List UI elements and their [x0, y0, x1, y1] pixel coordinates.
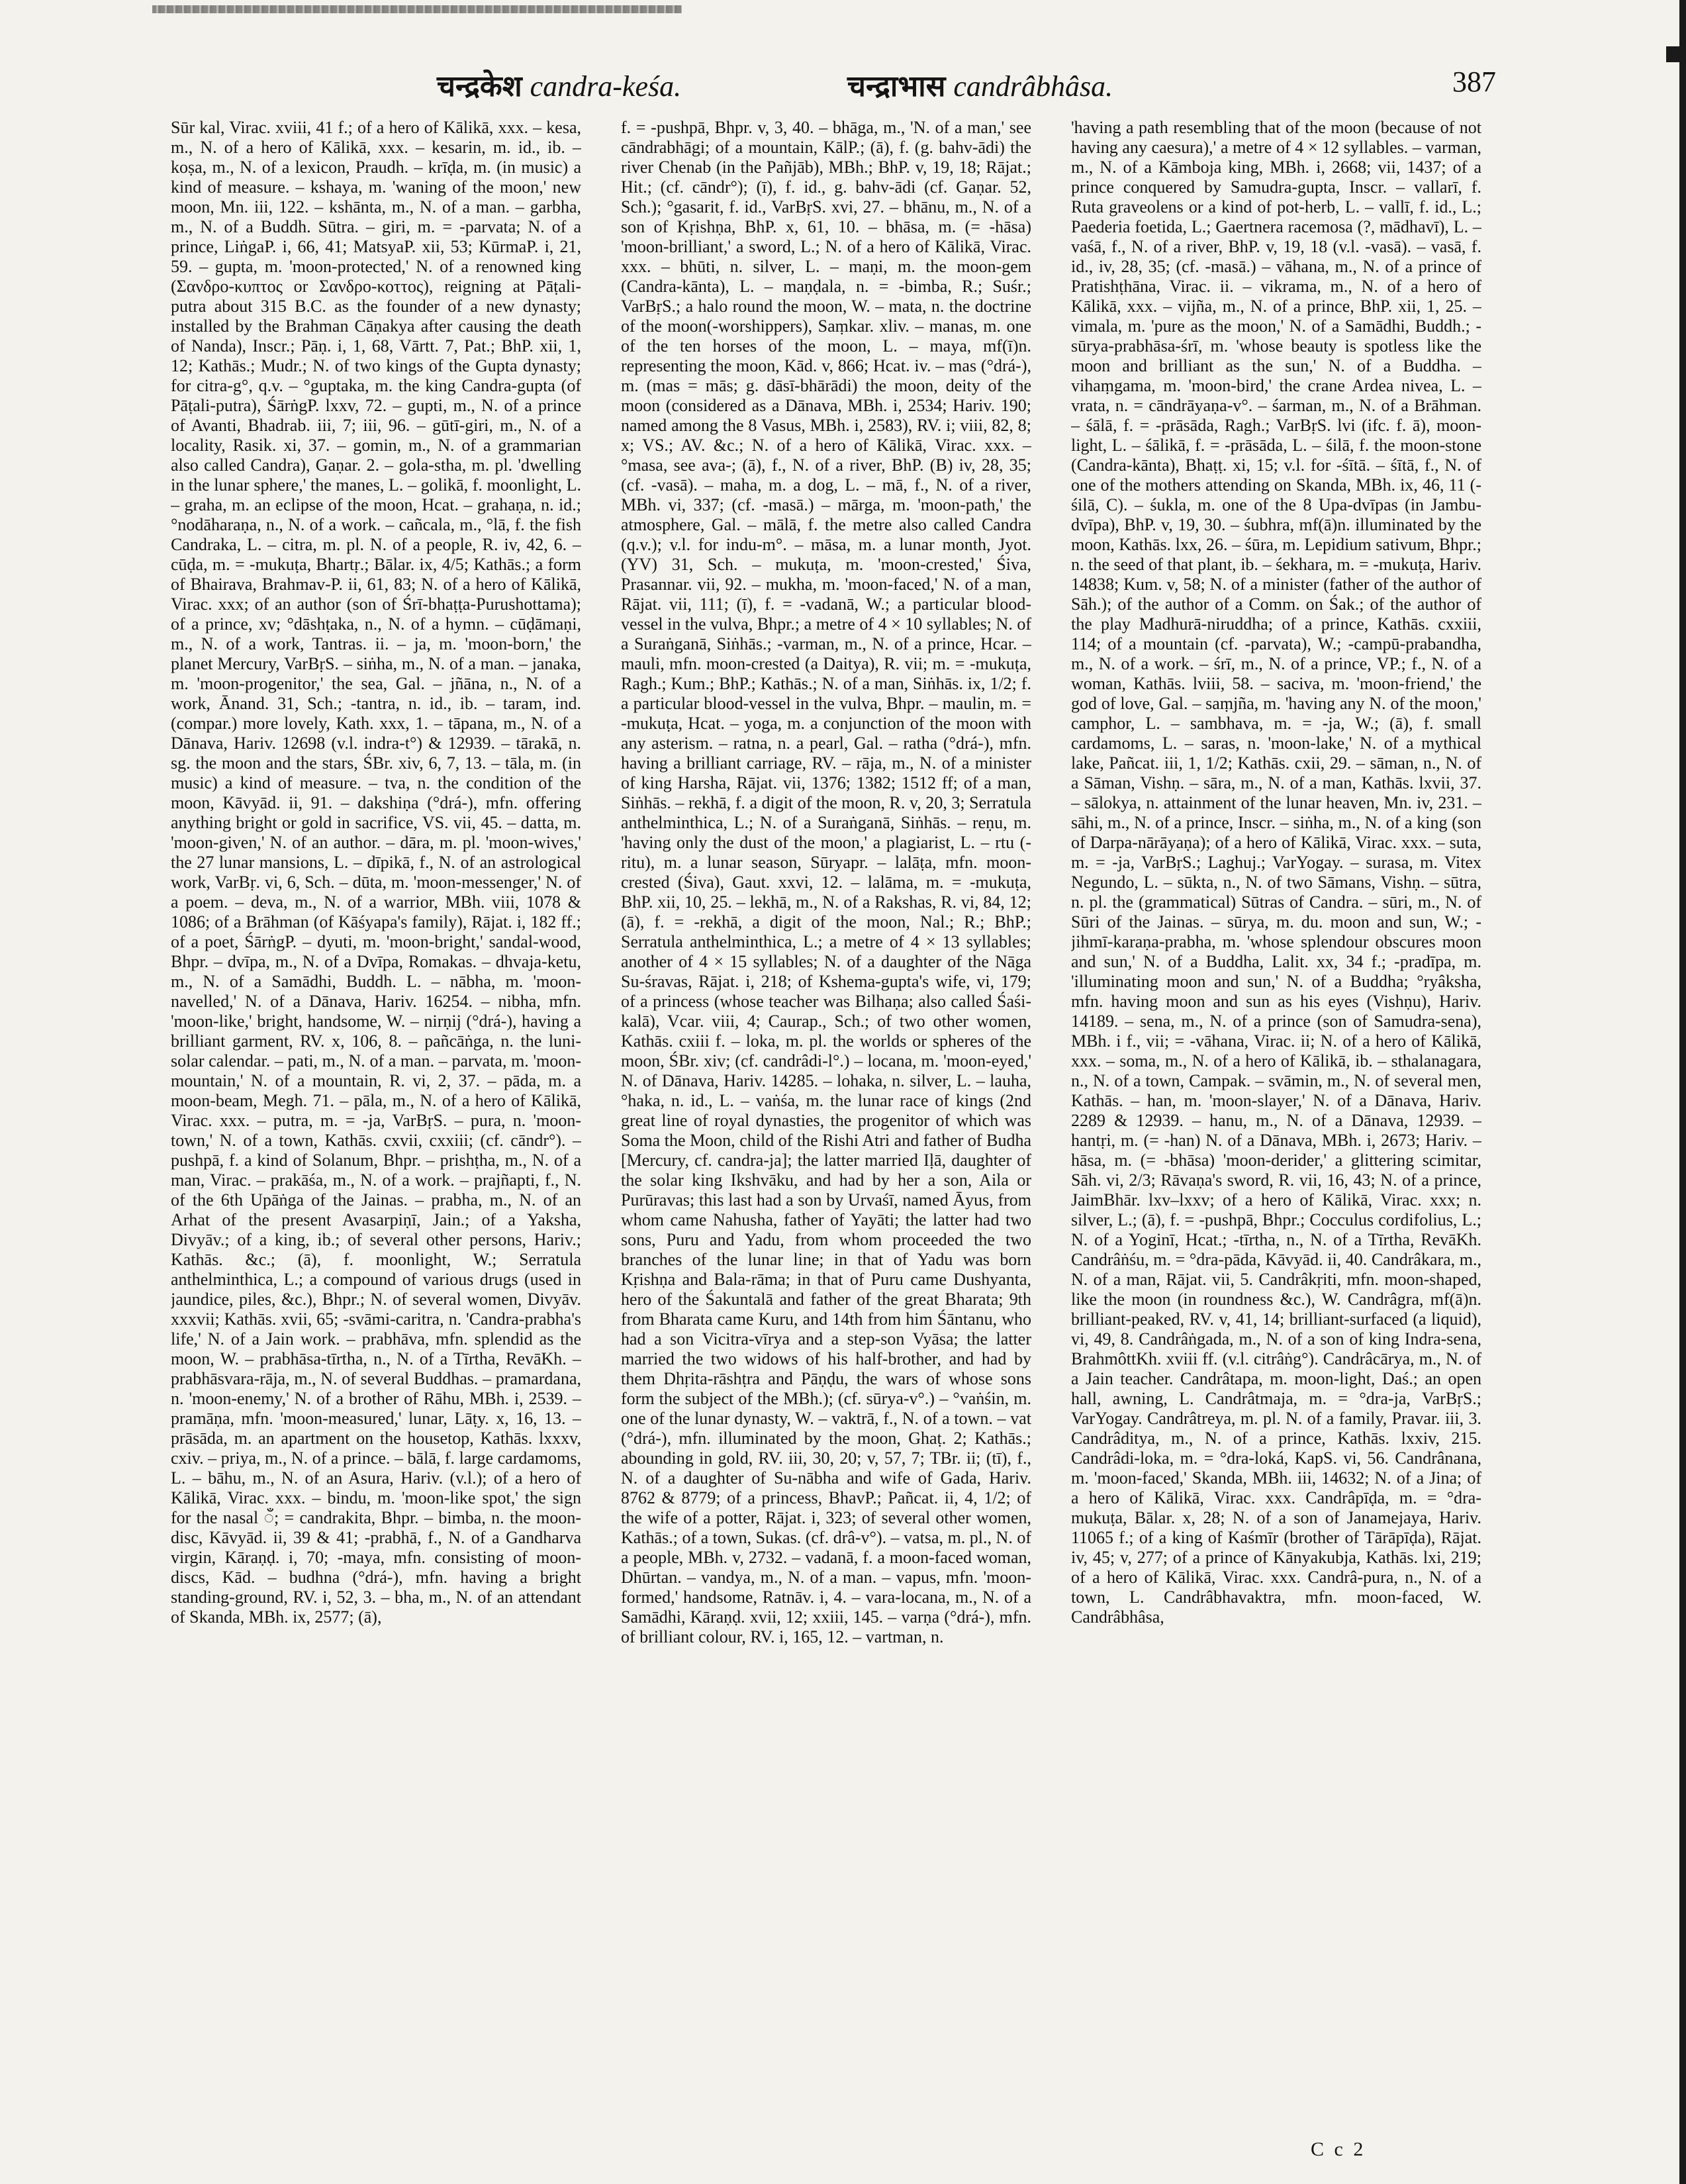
page-number: 387 [1452, 66, 1496, 98]
column-2 [621, 118, 1031, 2111]
column-3-text: 'having a path resembling that of the moon (because of not having any caesura),' a metre of 4 × 12 syllables. – varman, m., N. of a Kāmboja king, MBh. i, 2668; vii, 1437; of a prince conquered by Samudra-gupta, Inscr. – vallarī, f. Ruta graveolens or a kind of pot-herb, L. – vallī, f. id., L.; Paederia foetida, L.; Gaertnera racemosa (?, mādhavī), L. – vaśā, f., N. of a river, BhP. v, 19, 18 (v.l. -vasā). – vasā, f. id., iv, 28, 35; (cf. -masā.) – vāhana, m., N. of a prince of Pratishṭhāna, Virac. ii. – vikrama, m., N. of a hero of Kālikā, xxx. – vijña, m., N. of a prince, BhP. xii, 1, 25. – vimala, m. 'pure as the moon,' N. of a Samādhi, Buddh.; -sūrya-prabhāsa-śrī, m. 'whose beauty is spotless like the moon and brilliant as the sun,' N. of a Buddha. – vihaṃgama, m. 'moon-bird,' the crane Ardea nivea, L. – vrata, n. = cāndrāyaṇa-v°. – śarman, m., N. of a Brāhman. – śālā, f. = -prāsāda, Ragh.; VarBṛS. lvi (ifc. f. ā), moon-light, L. – śālikā, f. = -prāsāda, L. – śilā, f. the moon-stone (Candra-kānta), Bhaṭṭ. xi, 15; v.l. for -śītā. – śītā, f., N. of one of the mothers attending on Skanda, MBh. ix, 46, 11 (-śilā, C). – śukla, m. one of the 8 Upa-dvīpas (in Jambu-dvīpa), BhP. v, 19, 30. – śubhra, mf(ā)n. illuminated by the moon, Kathās. lxx, 26. – śūra, m. Lepidium sativum, Bhpr.; n. the seed of that plant, ib. – śekhara, m. = -mukuṭa, Hariv. 14838; Kum. v, 58; N. of a minister (father of the author of Sāh.); of the author of a Comm. on Śak.; of the author of the play Madhurā-niruddha; of a prince, Kathās. cxxiii, 114; of a mountain (cf. -parvata), W.; -campū-prabandha, m., N. of a work. – śrī, m., N. of a prince, VP.; f., N. of a woman, Kathās. lviii, 58. – saciva, m. 'moon-friend,' the god of love, Gal. – saṃjña, m. 'having any N. of the moon,' camphor, L. – sambhava, m. = -ja, W.; (ā), f. small cardamoms, L. – saras, n. 'moon-lake,' N. of a mythical lake, Pañcat. iii, 1, 1/2; Kathās. cxii, 29. – sāman, n., N. of a Sāman, Vishṇ. – sāra, m., N. of a man, Kathās. lxvii, 37. – sālokya, n. attainment of the lunar heaven, Mn. iv, 231. – sāhi, m., N. of a prince, Inscr. – siṅha, m., N. of a king (son of Darpa-nārāyaṇa); of a hero of Kālikā, Virac. xxx. – suta, m. = -ja, VarBṛS.; Laghuj.; VarYogay. – surasa, m. Vitex Negundo, L. – sūkta, n., N. of two Sāmans, Vishṇ. – sūtra, n. pl. the (grammatical) Sūtras of Candra. – sūri, m., N. of Sūri of the Jainas. – sūrya, m. du. moon and sun, W.; -jihmī-karaṇa-prabha, m. 'whose splendour obscures moon and sun,' N. of a Buddha, Lalit. xx, 34 f.; -pradīpa, m. 'illuminating moon and sun,' N. of a Buddha; °ryâksha, mfn. having moon and sun as his eyes (Vishṇu), Hariv. 14189. – sena, m., N. of a prince (son of Samudra-sena), MBh. i f., vii; = -vāhana, Virac. ii; N. of a hero of Kālikā, xxx. – soma, m., N. of a hero of Kālikā, ib. – sthalanagara, n., N. of a town, Campak. – svāmin, m., N. of several men, Kathās. – han, m. 'moon-slayer,' N. of a Dānava, Hariv. 2289 & 12939. – hanu, m., N. of a Dānava, 12939. – hantṛi, m. (= -han) N. of a Dānava, MBh. i, 2673; Hariv. – hāsa, m. (= -bhāsa) 'moon-derider,' a glittering scimitar, Sāh. vi, 2/3; Rāvaṇa's sword, R. vii, 16, 43; N. of a prince, JaimBhār. lxv–lxxv; of a hero of Kālikā, Virac. xxx; n. silver, L.; (ā), f. = -pushpā, Bhpr.; Cocculus cordifolius, L.; N. of a Yoginī, Hcat.; -tīrtha, n., N. of a Tīrtha, RevāKh. Candrâṅśu, m. = °dra-pāda, Kāvyād. ii, 40. Candrâkara, m., N. of a man, Rājat. vii, 5. Candrâkṛiti, mfn. moon-shaped, like the moon (in roundness &c.), W. Candrâgra, mf(ā)n. brilliant-peaked, RV. v, 41, 14; brilliant-surfaced (a liquid), vi, 49, 8. Candrâṅgada, m., N. of a son of king Indra-sena, BrahmôttKh. xviii ff. (v.l. citrâṅg°). Candrâcārya, m., N. of a Jain teacher. Candrâtapa, m. moon-light, Daś.; an open hall, awning, L. Candrâtmaja, m. = °dra-ja, VarBṛS.; VarYogay. Candrâtreya, m. pl. N. of a family, Pravar. iii, 3. Candrâditya, m., N. of a prince, Kathās. lxxiv, 215. Candrâdi-loka, m. = °dra-loká, KapS. vi, 56. Candrânana, m. 'moon-faced,' Skanda, MBh. iii, 14632; N. of a Jina; of a hero of Kālikā, Virac. xxx. Candrâpīḍa, m. = °dra-mukuṭa, Bālar. x, 28; N. of a son of Janamejaya, Hariv. 11065 f.; of a king of Kaśmīr (brother of Tārāpīḍa), Rājat. iv, 45; v, 277; of a prince of Kānyakubja, Kathās. lxi, 219; of a hero of Kālikā, Virac. xxx. Candrâ-pura, n., N. of a town, L. Candrâbhavaktra, mfn. moon-faced, W. Candrâbhâsa, [1071, 118, 1481, 1627]
column-2-text: f. = -pushpā, Bhpr. v, 3, 40. – bhāga, m., 'N. of a man,' see cāndrabhāgi; of a mountain, KālP.; (ā), f. (g. bahv-ādi) the river Chenab (in the Pañjāb), MBh.; BhP. v, 19, 18; Rājat.; Hit.; (cf. cāndr°); (ī), f. id., g. bahv-ādi (cf. Gaṇar. 52, Sch.); °gasarit, f. id., VarBṛS. xvi, 27. – bhānu, m., N. of a son of Kṛishṇa, BhP. x, 61, 10. – bhāsa, m. (= -hāsa) 'moon-brilliant,' a sword, L.; N. of a hero of Kālikā, Virac. xxx. – bhūti, n. silver, L. – maṇi, m. the moon-gem (Candra-kānta), L. – maṇḍala, n. = -bimba, R.; Suśr.; VarBṛS.; a halo round the moon, W. – mata, n. the doctrine of the moon(-worshippers), Saṃkar. xliv. – manas, m. one of the ten horses of the moon, L. – maya, mf(ī)n. representing the moon, Kād. v, 866; Hcat. iv. – mas (°drá-), m. (mas = mās; g. dāsī-bhārādi) the moon, deity of the moon (considered as a Dānava, MBh. i, 2534; Hariv. 190; named among the 8 Vasus, MBh. i, 2583), RV. i; viii, 82, 8; x; VS.; AV. &c.; N. of a hero of Kālikā, Virac. xxx. – °masa, see ava-; (ā), f., N. of a river, BhP. (B) iv, 28, 35; (cf. -vasā). – maha, m. a dog, L. – mā, f., N. of a river, MBh. vi, 337; (cf. -masā.) – mārga, m. 'moon-path,' the atmosphere, Gal. – mālā, f. the metre also called Candra (q.v.); v.l. for indu-m°. – māsa, m. a lunar month, Jyot. (YV) 31, Sch. – mukuṭa, m. 'moon-crested,' Śiva, Prasannar. vii, 92. – mukha, m. 'moon-faced,' N. of a man, Rājat. vii, 111; (ī), f. = -vadanā, W.; a particular blood-vessel in the vulva, Bhpr.; a metre of 4 × 10 syllables; N. of a Suraṅganā, Siṅhās.; -varman, m., N. of a prince, Hcar. – mauli, mfn. moon-crested (a Daitya), R. vii; m. = -mukuṭa, Ragh.; Kum.; BhP.; Kathās.; N. of a man, Siṅhās. ix, 1/2; f. a particular blood-vessel in the vulva, Bhpr. – maulin, m. = -mukuṭa, Hcat. – yoga, m. a conjunction of the moon with any asterism. – ratna, n. a pearl, Gal. – ratha (°drá-), mfn. having a brilliant carriage, RV. – rāja, m., N. of a minister of king Harsha, Rājat. vii, 1376; 1382; 1512 ff; of a man, Siṅhās. – rekhā, f. a digit of the moon, R. v, 20, 3; Serratula anthelminthica, L.; N. of a Suraṅganā, Siṅhās. – reṇu, m. 'having only the dust of the moon,' a plagiarist, L. – rtu (-ritu), m. a lunar season, Sūryapr. – lalāṭa, mfn. moon-crested (Śiva), Gaut. xxvi, 12. – lalāma, m. = -mukuṭa, BhP. xii, 10, 25. – lekhā, m., N. of a Rakshas, R. vi, 84, 12; (ā), f. = -rekhā, a digit of the moon, Nal.; R.; BhP.; Serratula anthelminthica, L.; a metre of 4 × 13 syllables; another of 4 × 15 syllables; N. of a daughter of the Nāga Su-śravas, Rājat. i, 218; of Kshema-gupta's wife, vi, 179; of a princess (whose teacher was Bilhaṇa; also called Śaśi-kalā), Vcar. viii, 4; Caurap., Sch.; of two other women, Kathās. cxiii f. – loka, m. pl. the worlds or spheres of the moon, ŚBr. xiv; (cf. candrâdi-l°.) – locana, m. 'moon-eyed,' N. of Dānava, Hariv. 14285. – lohaka, n. silver, L. – lauha, °haka, n. id., L. – vaṅśa, m. the lunar race of kings (2nd great line of royal dynasties, the progenitor of which was Soma the Moon, child of the Rishi Atri and father of Budha [Mercury, cf. candra-ja]; the latter married Iḷā, daughter of the solar king Ikshvāku, and had by her a son, Aila or Purūravas; this last had a son by Urvaśī, named Āyus, from whom came Nahusha, father of Yayāti; the latter had two sons, Puru and Yadu, from whom proceeded the two branches of the lunar line; in that of Yadu was born Kṛishṇa and Bala-rāma; in that of Puru came Dushyanta, hero of the Śakuntalā and father of the great Bharata; 9th from Bharata came Kuru, and 14th from him Śāntanu, who had a son Vicitra-vīrya and a step-son Vyāsa; the latter married the two widows of his half-brother, and had by them Dhṛita-rāshṭra and Pāṇḍu, the wars of whose sons form the subject of the MBh.); (cf. sūrya-v°.) – °vaṅśin, m. one of the lunar dynasty, W. – vaktrā, f., N. of a town. – vat (°drá-), mfn. illuminated by the moon, Ghaṭ. 2; Kathās.; abounding in gold, RV. iii, 30, 20; v, 57, 7; TBr. ii; (tī), f., N. of a daughter of Su-nābha and wife of Gada, Hariv. 8762 & 8779; of a princess, BhavP.; Pañcat. ii, 4, 1/2; of the wife of a potter, Rājat. i, 323; of several other women, Kathās.; of a town, Sukas. (cf. drâ-v°). – vatsa, m. pl., N. of a people, MBh. v, 2732. – vadanā, f. a moon-faced woman, Dhūrtan. – vandya, m., N. of a man. – vapus, mfn. 'moon-formed,' handsome, Ratnāv. i, 4. – vara-locana, m., N. of a Samādhi, Kāraṇḍ. xvii, 12; xxiii, 145. – varṇa (°drá-), mfn. of brilliant colour, RV. i, 165, 12. – vartman, n. [621, 118, 1031, 1646]
signature-mark: C c 2 [1311, 2138, 1366, 2160]
column-3 [1071, 118, 1481, 2111]
header-center-roman: candrâbhâsa. [953, 70, 1113, 103]
header-left-devanagari: चन्द्रकेश [437, 70, 522, 103]
header-left-headword [437, 65, 681, 105]
header-right-headword [847, 65, 1113, 105]
header-left-roman: candra-keśa. [530, 70, 682, 103]
column-1 [171, 118, 581, 2111]
scan-artifact [152, 5, 682, 13]
column-1-text: Sūr kal, Virac. xviii, 41 f.; of a hero of Kālikā, xxx. – kesa, m., N. of a hero of Kālikā, xxx. – kesarin, m. id., ib. – koṣa, m., N. of a lexicon, Praudh. – krīḍa, m. (in music) a kind of measure. – kshaya, m. 'waning of the moon,' new moon, Mn. iii, 122. – kshānta, m., N. of a man. – garbha, m., N. of a Buddh. Sūtra. – giri, m. = -parvata; N. of a prince, LiṅgaP. i, 66, 41; MatsyaP. xii, 53; KūrmaP. i, 21, 59. – gupta, m. 'moon-protected,' N. of a renowned king (Σανδρο-κυπτος or Σανδρο-κοττος), reigning at Pāṭali-putra about 315 B.C. as the founder of a new dynasty; installed by the Brahman Cāṇakya after causing the death of Nanda), Inscr.; Pāṇ. i, 1, 68, Vārtt. 7, Pat.; BhP. xii, 1, 12; Kathās.; Mudr.; N. of two kings of the Gupta dynasty; for citra-g°, q.v. – °guptaka, m. the king Candra-gupta (of Pāṭali-putra), ŚārṅgP. lxxv, 72. – gupti, m., N. of a prince of Avanti, Bhadrab. iii, 7; iii, 96. – gūtī-giri, m., N. of a locality, Rasik. xi, 37. – gomin, m., N. of a grammarian also called Candra), Gaṇar. 2. – gola-stha, m. pl. 'dwelling in the lunar sphere,' the manes, L. – golikā, f. moonlight, L. – graha, m. an eclipse of the moon, Hcat. – grahaṇa, n. id.; °nodāharaṇa, n., N. of a work. – cañcala, m., °lā, f. the fish Candraka, L. – citra, m. pl. N. of a people, R. iv, 42, 6. – cūḍa, m. = -mukuṭa, Bhartṛ.; Bālar. ix, 4/5; Kathās.; a form of Bhairava, Brahmav-P. ii, 61, 83; N. of a hero of Kālikā, Virac. xxx; of an author (son of Śrī-bhaṭṭa-Purushottama); of a prince, xv; °dāshṭaka, n., N. of a hymn. – cūḍāmaṇi, m., N. of a work, Tantras. ii. – ja, m. 'moon-born,' the planet Mercury, VarBṛS. – siṅha, m., N. of a man. – janaka, m. 'moon-progenitor,' the sea, Gal. – jñāna, n., N. of a work, Ānand. 31, Sch.; -tantra, n. id., ib. – taram, ind. (compar.) more lovely, Kath. xxx, 1. – tāpana, m., N. of a Dānava, Hariv. 12698 (v.l. indra-t°) & 12939. – tārakā, n. sg. the moon and the stars, ŚBr. xiv, 6, 7, 13. – tāla, m. (in music) a kind of measure. – tva, n. the condition of the moon, Kāvyād. ii, 91. – dakshiṇa (°drá-), mfn. offering anything bright or gold in sacrifice, VS. vii, 45. – datta, m. 'moon-given,' N. of an author. – dāra, m. pl. 'moon-wives,' the 27 lunar mansions, L. – dīpikā, f., N. of an astrological work, VarBṛ. vi, 6, Sch. – dūta, m. 'moon-messenger,' N. of a poem. – deva, m., N. of a warrior, MBh. viii, 1078 & 1086; of a Brāhman (of Kāśyapa's family), Rājat. i, 182 ff.; of a poet, ŚārṅgP. – dyuti, m. 'moon-bright,' sandal-wood, Bhpr. – dvīpa, m., N. of a Dvīpa, Romakas. – dhvaja-ketu, m., N. of a Samādhi, Buddh. L. – nābha, m. 'moon-navelled,' N. of a Dānava, Hariv. 16254. – nibha, mfn. 'moon-like,' bright, handsome, W. – nirṇij (°drá-), having a brilliant garment, RV. x, 106, 8. – pañcāṅga, n. the luni-solar calendar. – pati, m., N. of a man. – parvata, m. 'moon-mountain,' N. of a mountain, R. vi, 2, 37. – pāda, m. a moon-beam, Megh. 71. – pāla, m., N. of a hero of Kālikā, Virac. xxx. – putra, m. = -ja, VarBṛS. – pura, n. 'moon-town,' N. of a town, Kathās. cxvii, cxxiii; (cf. cāndr°). – pushpā, f. a kind of Solanum, Bhpr. – prishṭha, m., N. of a man, Virac. – prakāśa, m., N. of a work. – prajñapti, f., N. of the 6th Upāṅga of the Jainas. – prabha, m., N. of an Arhat of the present Avasarpiṇī, Jain.; of a Yaksha, Divyāv.; of a king, ib.; of several other persons, Hariv.; Kathās. &c.; (ā), f. moonlight, W.; Serratula anthelminthica, L.; a compound of various drugs (used in jaundice, piles, &c.), Bhpr.; N. of several women, Divyāv. xxxvii; Kathās. xvii, 65; -svāmi-caritra, n. 'Candra-prabha's life,' N. of a Jain work. – prabhāva, mfn. splendid as the moon, W. – prabhāsa-tīrtha, n., N. of a Tīrtha, RevāKh. – prabhāsvara-rāja, m., N. of several Buddhas. – pramardana, n. 'moon-enemy,' N. of a brother of Rāhu, MBh. i, 2539. – pramāṇa, mfn. 'moon-measured,' lunar, Lāṭy. x, 16, 13. – prāsāda, m. an apartment on the housetop, Kathās. lxxxv, cxiv. – priya, m., N. of a prince. – bālā, f. large cardamoms, L. – bāhu, m., N. of an Asura, Hariv. (v.l.); of a hero of Kālikā, Virac. xxx. – bindu, m. 'moon-like spot,' the sign for the nasal ँ; = candrakita, Bhpr. – bimba, n. the moon-disc, Kāvyād. ii, 39 & 41; -prabhā, f., N. of a Gandharva virgin, Kāraṇḍ. i, 70; -maya, mfn. consisting of moon-discs, Kād. – budhna (°drá-), mfn. having a bright standing-ground, RV. i, 52, 3. – bha, m., N. of an attendant of Skanda, MBh. ix, 2577; (ā), [171, 118, 581, 1627]
text-columns [171, 118, 1495, 2111]
header-center-devanagari: चन्द्राभास [847, 70, 946, 103]
page-edge-notch [1666, 46, 1686, 62]
page-edge [1679, 0, 1686, 2184]
running-header [199, 65, 1496, 111]
